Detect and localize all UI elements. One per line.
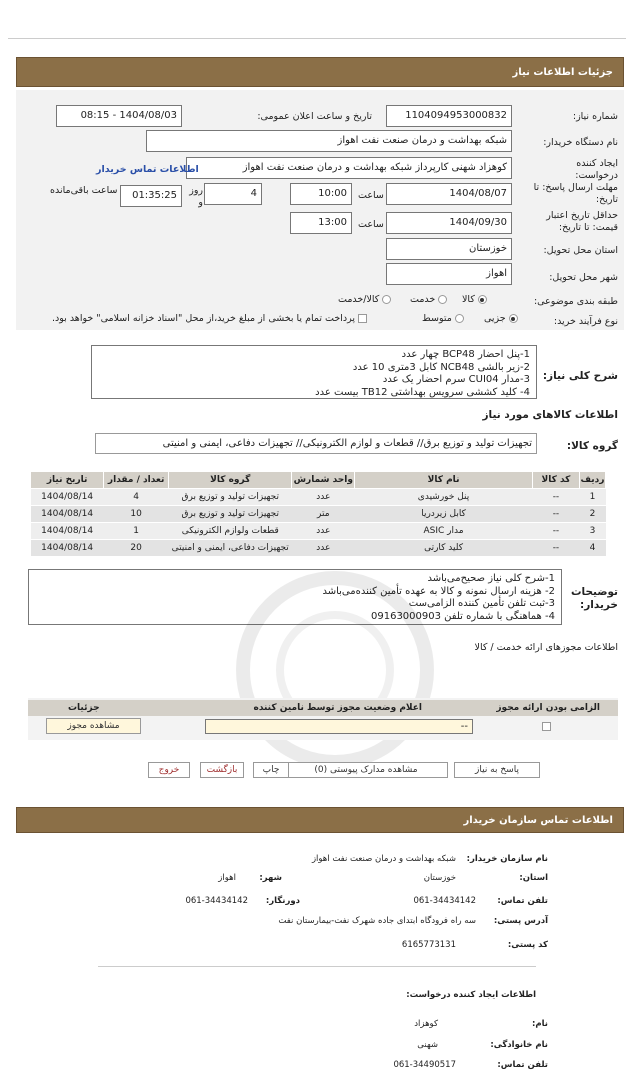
payment-checkbox[interactable]: [358, 314, 367, 323]
goods-radio-label: کالا: [462, 294, 475, 305]
medium-radio[interactable]: [455, 314, 464, 323]
province-field: خوزستان: [386, 238, 512, 260]
creator-phone-value: 061-34490517: [393, 1060, 456, 1070]
creator-name-label: نام:: [531, 1019, 548, 1029]
medium-radio-label: متوسط: [422, 313, 452, 324]
description-box: [91, 345, 537, 399]
contact-phone-label: تلفن تماس:: [497, 896, 548, 906]
partial-radio-label: جزیی: [484, 313, 506, 324]
col-qty: تعداد / مقدار: [104, 472, 169, 489]
licenses-title: اطلاعات مجوزهای ارائه خدمت / کالا: [474, 642, 618, 653]
org-label: نام سازمان خریدار:: [466, 854, 548, 864]
contact-city-value: اهواز: [218, 873, 236, 883]
cell: 1: [104, 523, 169, 540]
col-date: تاریخ نیاز: [31, 472, 104, 489]
category-label: طبقه بندی موضوعی:: [533, 296, 618, 307]
postal-label: کد پستی:: [507, 940, 548, 950]
reply-button[interactable]: پاسخ به نیاز: [454, 762, 540, 778]
description-line: 4- کلید کششی سرویس بهداشتی TB12 بیست عدد: [315, 386, 530, 398]
col-name: نام کالا: [355, 472, 533, 489]
cell: تجهیزات دفاعی، ایمنی و امنیتی: [169, 540, 292, 557]
notes-line: 2- هزینه ارسال نمونه و کالا به عهده تأمین کننده‌می‌باشد: [322, 585, 555, 597]
address-value: سه راه فرودگاه ابتدای جاده شهرک نفت-بیمارستان نفت: [278, 916, 476, 926]
fax-value: 061-34434142: [185, 896, 248, 906]
both-radio-label: کالا/خدمت: [338, 294, 380, 305]
description-label: شرح کلی نیاز:: [542, 370, 618, 382]
fax-label: دورنگار:: [265, 896, 300, 906]
description-line: 2-زیر بالشی NCB48 کابل 3متری 10 عدد: [352, 361, 530, 373]
cell: 1404/08/14: [31, 523, 104, 540]
category-service-option[interactable]: [410, 294, 447, 306]
notes-line: 1-شرح کلی نیاز صحیح‌می‌باشد: [427, 573, 555, 584]
process-label: نوع فرآیند خرید:: [553, 316, 618, 327]
deadline-time-label: ساعت: [358, 190, 384, 201]
table-row: [31, 506, 606, 523]
goods-group-field: تجهیزات تولید و توزیع برق// قطعات و لوازم الکترونیکی// تجهیزات دفاعی، ایمنی و امنیتی: [95, 433, 537, 454]
service-radio[interactable]: [438, 295, 447, 304]
goods-info-title: اطلاعات کالاهای مورد نیاز: [482, 409, 618, 421]
notes-line: 4- هماهنگی با شماره تلفن 09163000903: [371, 610, 555, 622]
items-table-header: [31, 472, 606, 489]
announce-field: 1404/08/03 - 08:15: [56, 105, 182, 127]
goods-group-label: گروه کالا:: [566, 440, 618, 452]
attachments-button[interactable]: مشاهده مدارک پیوستی (0): [284, 762, 448, 778]
address-label: آدرس پستی:: [493, 916, 548, 926]
creator-field: کوهزاد شهنی کارپرداز شبکه بهداشت و درمان صنعت نفت اهواز: [186, 157, 512, 179]
days-label: روز و: [189, 185, 203, 208]
creator-info-title: اطلاعات ایجاد کننده درخواست:: [406, 990, 536, 1000]
licenses-header: [28, 700, 618, 716]
cell: پنل خورشیدی: [355, 489, 533, 506]
contact-phone-value: 061-34434142: [413, 896, 476, 906]
exit-button[interactable]: خروج: [148, 762, 190, 778]
validity-time-label: ساعت: [358, 219, 384, 230]
need-number-field: 1104094953000832: [386, 105, 512, 127]
top-divider: [8, 38, 626, 39]
back-button[interactable]: بازگشت: [200, 762, 244, 778]
page-title: جزئیات اطلاعات نیاز: [512, 67, 613, 78]
goods-radio[interactable]: [478, 295, 487, 304]
days-field: 4: [204, 183, 262, 205]
col-row: ردیف: [579, 472, 605, 489]
items-table: [30, 471, 606, 557]
cell: 4: [579, 540, 605, 557]
contact-province-value: خوزستان: [423, 873, 456, 883]
cell: 20: [104, 540, 169, 557]
deadline-date-field: 1404/08/07: [386, 183, 512, 205]
remaining-field: 01:35:25: [120, 185, 182, 207]
cell: 1404/08/14: [31, 489, 104, 506]
cell: متر: [292, 506, 355, 523]
cell: تجهیزات تولید و توزیع برق: [169, 506, 292, 523]
description-line: 1-پنل احضار BCP48 چهار عدد: [401, 349, 530, 360]
cell: عدد: [292, 523, 355, 540]
payment-note-text: پرداخت تمام یا بخشی از مبلغ خرید،از محل "اسناد خزانه اسلامی" خواهد بود.: [52, 313, 355, 324]
payment-note[interactable]: [52, 313, 367, 325]
contact-province-label: استان:: [519, 873, 548, 883]
contact-title: اطلاعات تماس سازمان خریدار: [463, 815, 613, 826]
creator-phone-label: تلفن تماس:: [497, 1060, 548, 1070]
buyer-contact-link[interactable]: اطلاعات تماس خریدار: [96, 164, 199, 175]
creator-label: ایجاد کننده درخواست:: [575, 158, 618, 181]
description-line: 3-مدار CUI04 سرم احضار یک عدد: [382, 374, 530, 385]
table-row: [31, 523, 606, 540]
category-both-option[interactable]: [338, 294, 391, 306]
license-details-col: جزئیات: [68, 703, 100, 713]
city-field: اهواز: [386, 263, 512, 285]
cell: --: [532, 506, 579, 523]
cell: کلید کارتی: [355, 540, 533, 557]
validity-label: حداقل تاریخ اعتبار قیمت: تا تاریخ:: [546, 210, 618, 233]
postal-value: 6165773131: [401, 940, 456, 950]
both-radio[interactable]: [382, 295, 391, 304]
org-value: شبکه بهداشت و درمان صنعت نفت اهواز: [311, 854, 456, 864]
cell: مدار ASIC: [355, 523, 533, 540]
cell: 1404/08/14: [31, 506, 104, 523]
partial-radio[interactable]: [509, 314, 518, 323]
col-group: گروه کالا: [169, 472, 292, 489]
contact-city-label: شهر:: [259, 873, 282, 883]
watermark-seal-icon: [235, 570, 435, 770]
page-header: [16, 57, 624, 87]
process-partial-option[interactable]: [484, 313, 518, 325]
col-unit: واحد شمارش: [292, 472, 355, 489]
cell: --: [532, 540, 579, 557]
cell: تجهیزات تولید و توزیع برق: [169, 489, 292, 506]
cell: 2: [579, 506, 605, 523]
service-radio-label: خدمت: [410, 294, 436, 305]
city-label: شهر محل تحویل:: [549, 272, 618, 283]
validity-date-field: 1404/09/30: [386, 212, 512, 234]
creator-name-value: کوهزاد: [414, 1019, 438, 1029]
announce-label: تاریخ و ساعت اعلان عمومی:: [257, 111, 372, 122]
remaining-label: ساعت باقی‌مانده: [50, 185, 118, 196]
contact-header: [16, 807, 624, 833]
province-label: استان محل تحویل:: [543, 245, 618, 256]
cell: قطعات ولوازم الکترونیکی: [169, 523, 292, 540]
cell: 1404/08/14: [31, 540, 104, 557]
creator-family-value: شهنی: [417, 1040, 438, 1050]
deadline-label: مهلت ارسال پاسخ: تا تاریخ:: [533, 182, 618, 205]
validity-time-field: 13:00: [290, 212, 352, 234]
cell: عدد: [292, 489, 355, 506]
contact-divider: [98, 966, 536, 967]
cell: 10: [104, 506, 169, 523]
need-number-label: شماره نیاز:: [572, 111, 618, 122]
creator-family-label: نام خانوادگی:: [490, 1040, 548, 1050]
process-medium-option[interactable]: [422, 313, 464, 325]
license-status-col: اعلام وضعیت مجوز توسط نامین کننده: [253, 703, 422, 713]
cell: کابل زیردریا: [355, 506, 533, 523]
license-required-col: الزامی بودن ارائه مجوز: [496, 703, 600, 713]
view-license-button[interactable]: مشاهده مجوز: [46, 718, 141, 734]
table-row: [31, 540, 606, 557]
notes-line: 3-ثبت تلفن تأمین کننده الزامی‌ست: [408, 598, 555, 609]
table-row: [31, 489, 606, 506]
license-required-checkbox: [542, 722, 551, 731]
cell: 4: [104, 489, 169, 506]
cell: 1: [579, 489, 605, 506]
buyer-label: نام دستگاه خریدار:: [543, 137, 618, 148]
deadline-time-field: 10:00: [290, 183, 352, 205]
buyer-notes-label: توضیحات خریدار:: [570, 586, 618, 611]
cell: 3: [579, 523, 605, 540]
col-code: کد کالا: [532, 472, 579, 489]
license-status-field: --: [205, 719, 473, 734]
category-goods-option[interactable]: [462, 294, 487, 306]
cell: --: [532, 523, 579, 540]
print-button[interactable]: چاپ: [253, 762, 289, 778]
cell: عدد: [292, 540, 355, 557]
cell: --: [532, 489, 579, 506]
buyer-field: شبکه بهداشت و درمان صنعت نفت اهواز: [146, 130, 512, 152]
